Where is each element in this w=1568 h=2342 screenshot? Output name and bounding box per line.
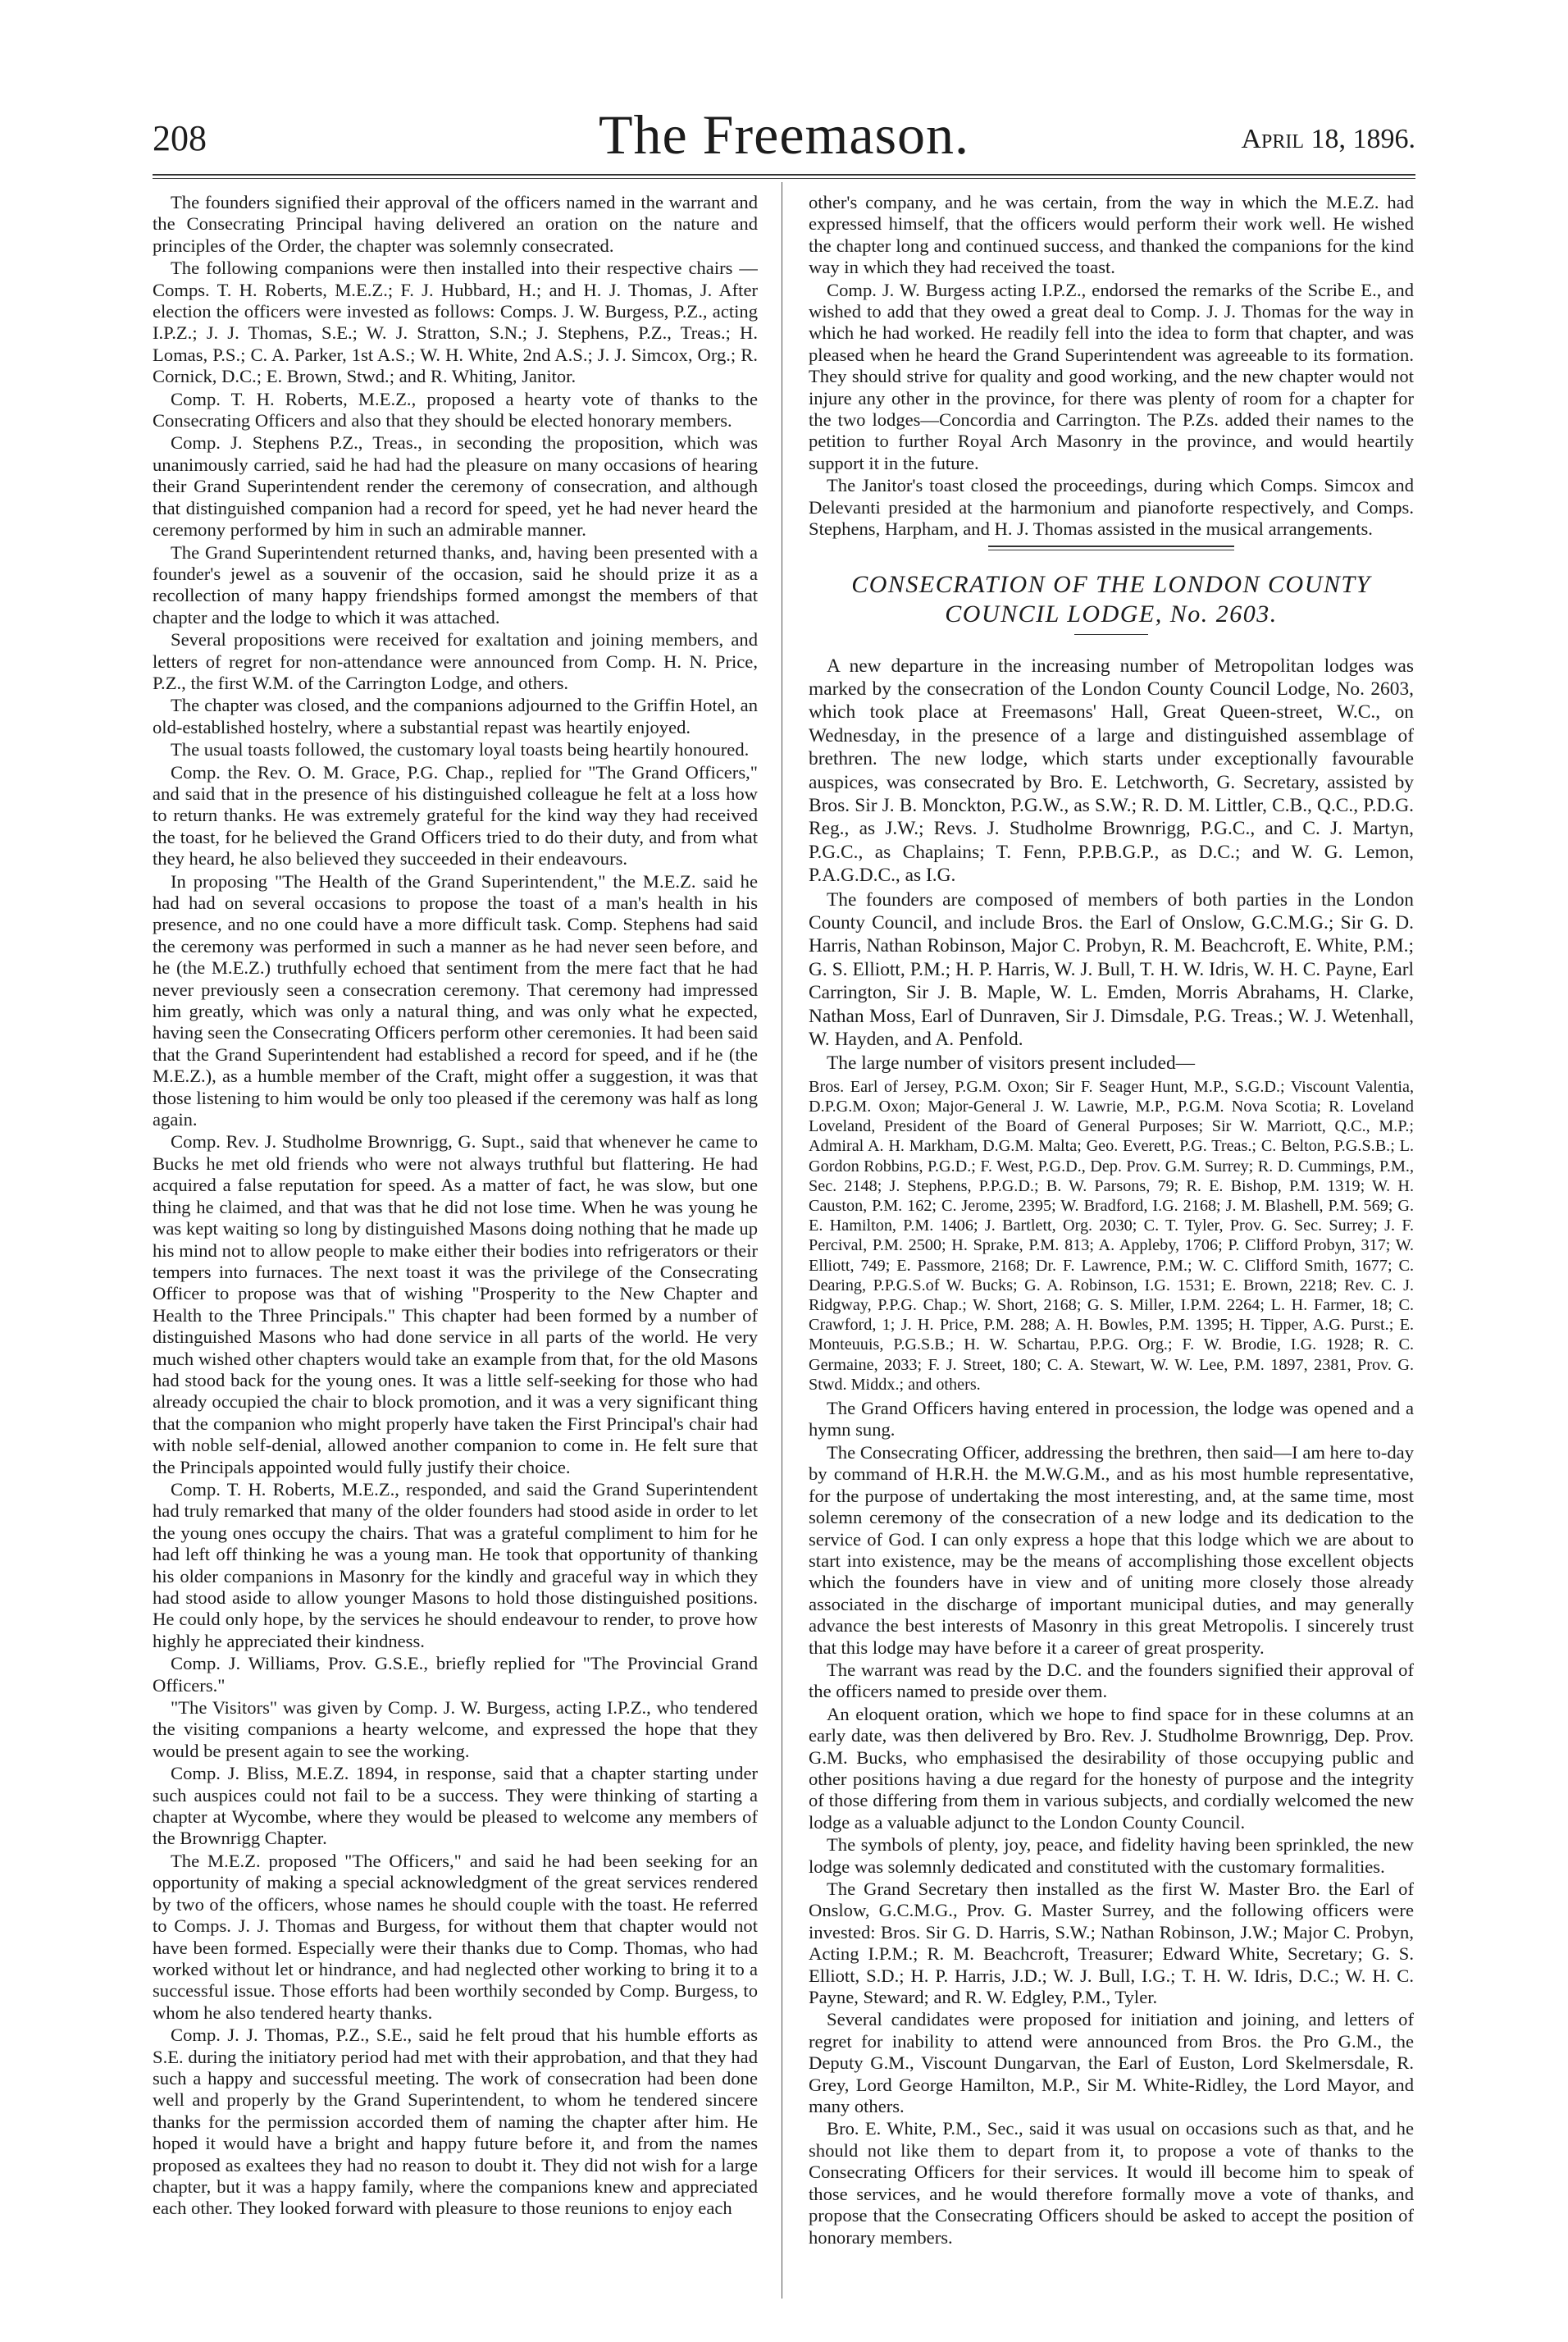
masthead	[153, 103, 1415, 168]
paragraph: Comp. J. J. Thomas, P.Z., S.E., said he felt proud that his humble efforts as S.E. during the initiatory period had met with their approbation, and that they had such a happy and successful meeting. The work of consecration had been done well and properly by the Grand Superintendent, to whom he tendered sincere thanks for the permission accorded them of naming the chapter after him. He hoped it would have a bright and happy future before it, and from the names proposed as exaltees they had no reason to doubt it. They did not wish for a large chapter, but it was a happy family, where the companions knew and appreciated each other. They looked forward with pleasure to those reunions to enjoy each	[153, 2025, 758, 2219]
paragraph: The symbols of plenty, joy, peace, and fidelity having been sprinkled, the new lodge was solemnly dedicated and constituted with the customary formalities.	[809, 1834, 1414, 1877]
paragraph: other's company, and he was certain, from the way in which the M.E.Z. had expressed himself, that the officers would perform their work well. He wished the chapter long and continued success, and thanked the companions for the kind way in which they had received the toast.	[809, 192, 1414, 278]
paragraph: The chapter was closed, and the companions adjourned to the Griffin Hotel, an old-established hostelry, where a substantial repast was heartily enjoyed.	[153, 695, 758, 737]
publication-title: The Freemason.	[598, 103, 970, 166]
paragraph: Bro. E. White, P.M., Sec., said it was usual on occasions such as that, and he should not like them to depart from it, to propose a vote of thanks to the Consecrating Officers for their services. It would ill become him to speak of those services, and he would therefore formally move a vote of thanks, and propose that the Consecrating Officers should be asked to accept the position of honorary members.	[809, 2118, 1414, 2248]
masthead-rule	[153, 174, 1415, 176]
paragraph: The M.E.Z. proposed "The Officers," and said he had been seeking for an opportunity of making a special acknowledgment of the great services rendered by two of the officers, whose names he should couple with the toast. He referred to Comps. J. J. Thomas and Burgess, for without them that chapter would not have been formed. Especially were their thanks due to Comp. Thomas, who had worked without let or hindrance, and had neglected other working to bring it to a successful issue. Those efforts had been worthily seconded by Comp. Burgess, to whom he also tendered hearty thanks.	[153, 1850, 758, 2023]
paragraph: Comp. T. H. Roberts, M.E.Z., responded, and said the Grand Superintendent had truly remarked that many of the older founders had stood aside in order to let the young ones occupy the chairs. That was a grateful compliment to him for he had left off thinking he was a young man. He took that opportunity of thanking his older companions in Masonry for the kindly and graceful way in which they had stood aside to allow younger Masons to hold those distinguished positions. He could only hope, by the services he should endeavour to render, to prove how highly he appreciated their kindness.	[153, 1478, 758, 1651]
page-number: 208	[153, 118, 207, 158]
paragraph: In proposing "The Health of the Grand Superintendent," the M.E.Z. said he had had on several occasions to propose the toast of a man's health in his presence, and no one could have a more difficult task. Comp. Stephens had said the ceremony was performed in such a manner as he had never seen before, and he (the M.E.Z.) truthfully echoed that sentiment from the mere fact that he had never previously seen a consecration ceremony. That ceremony had impressed him greatly, which was only a natural thing, and was only what he expected, having seen the Consecrating Officers perform other ceremonies. It had been said that the Grand Superintendent had established a record for speed, and if he (the M.E.Z.), as a humble member of the Craft, might offer a suggestion, it was that those listening to him would be only too pleased if the ceremony was half as long again.	[153, 870, 758, 1130]
visitors-list: Bros. Earl of Jersey, P.G.M. Oxon; Sir F. Seager Hunt, M.P., S.G.D.; Viscount Valentia, D.P.G.M. Oxon; Major-General J. W. Lawrie, M.P., P.G.M. Nova Scotia; R. Loveland Loveland, President of the Board of General Purposes; Sir W. Marriott, Q.C., M.P.; Admiral A. H. Markham, D.G.M. Malta; Geo. Everett, P.G. Treas.; C. Belton, P.G.S.B.; L. Gordon Robbins, P.G.D.; F. West, P.G.D., Dep. Prov. G.M. Surrey; R. D. Cummings, P.M., Sec. 2148; J. Stephens, P.P.G.D.; B. W. Parsons, 79; R. E. Bishop, P.M. 1319; W. H. Causton, P.M. 162; C. Jerome, 2395; W. Bradford, I.G. 2168; J. M. Blashell, P.M. 569; G. E. Hamilton, P.M. 1406; J. Bartlett, Org. 2030; C. T. Tyler, Prov. G. Sec. Surrey; J. F. Percival, P.M. 2500; H. Sprake, P.M. 813; A. Appleby, 1706; P. Clifford Probyn, 317; W. Elliott, 749; E. Passmore, 2168; Dr. F. Lawrence, P.M.; W. C. Clifford Smith, 1677; C. Dearing, P.P.G.S.of W. Bucks; G. A. Robinson, I.G. 1531; E. Brown, 2218; Rev. C. J. Ridgway, P.P.G. Chap.; W. Short, 2168; G. S. Miller, I.P.M. 2264; L. H. Farmer, 18; C. Crawford, 1; J. H. Price, P.M. 288; A. H. Bowles, P.M. 1395; H. Tipper, A.G. Purst.; E. Monteuuis, P.G.S.B.; H. W. Schartau, P.P.G. Org.; F. W. Brodie, I.G. 1928; R. C. Germaine, 2033; F. J. Street, 180; C. A. Stewart, W. W. Lee, P.M. 1897, 2381, Prov. G. Stwd. Middx.; and others.	[809, 1077, 1414, 1394]
paragraph: The Janitor's toast closed the proceedings, during which Comps. Simcox and Delevanti presided at the harmonium and pianoforte respectively, and Comps. Stephens, Harpham, and H. J. Thomas assisted in the musical arrangements.	[809, 475, 1414, 540]
paragraph: Comp. T. H. Roberts, M.E.Z., proposed a hearty vote of thanks to the Consecrating Officers and also that they should be elected honorary members.	[153, 388, 758, 431]
masthead-rule-thin	[153, 178, 1415, 179]
paragraph: The Grand Superintendent returned thanks, and, having been presented with a founder's jewel as a souvenir of the occasion, said he should prize it as a recollection of many happy friendships formed amongst the members of that chapter and the lodge to which it was attached.	[153, 541, 758, 628]
article-heading	[809, 570, 1414, 629]
paragraph: Several candidates were proposed for initiation and joining, and letters of regret for inability to attend were announced from Bros. the Pro G.M., the Deputy G.M., Viscount Dungarvan, the Earl of Euston, Lord Skelmersdale, R. Grey, Lord George Hamilton, M.P., Sir M. White-Ridley, the Lord Mayor, and many others.	[809, 2009, 1414, 2117]
paragraph: A new departure in the increasing number of Metropolitan lodges was marked by the consecration of the London County Council Lodge, No. 2603, which took place at Freemasons' Hall, Great Queen-street, W.C., on Wednesday, in the presence of a large and distinguished assemblage of brethren. The new lodge, which starts under exceptionally favourable auspices, was consecrated by Bro. E. Letchworth, G. Secretary, assisted by Bros. Sir J. B. Monckton, P.G.W., as S.W.; R. D. M. Littler, C.B., Q.C., P.D.G. Reg., as J.W.; Revs. J. Studholme Brownrigg, P.G.C., and C. J. Martyn, P.G.C., as Chaplains; T. Fenn, P.P.B.G.P., as D.C.; and W. G. Lemon, P.A.G.D.C., as I.G.	[809, 655, 1414, 887]
section-rule	[988, 546, 1234, 547]
paragraph: "The Visitors" was given by Comp. J. W. Burgess, acting I.P.Z., who tendered the visiting companions a hearty welcome, and expressed the hope that they would be present again to see the working.	[153, 1697, 758, 1761]
paragraph: The founders are composed of members of both parties in the London County Council, and include Bros. the Earl of Onslow, G.C.M.G.; Sir G. D. Harris, Nathan Robinson, Major C. Probyn, R. M. Beachcroft, E. White, P.M.; G. S. Elliott, P.M.; H. P. Harris, W. J. Bull, T. H. W. Idris, W. H. C. Payne, Earl Carrington, Sir J. B. Maple, W. L. Emden, Morris Abrahams, H. Clarke, Nathan Moss, Earl of Dunraven, Sir J. Dimsdale, P.G. Treas.; W. J. Wetenhall, W. Hayden, and A. Penfold.	[809, 888, 1414, 1050]
paragraph: The Grand Secretary then installed as the first W. Master Bro. the Earl of Onslow, G.C.M.G., Prov. G. Master Surrey, and the following officers were invested: Bros. Sir G. D. Harris, S.W.; Nathan Robinson, J.W.; Major C. Probyn, Acting I.P.M.; R. M. Beachcroft, Treasurer; Edward White, Secretary; G. S. Elliott, S.D.; H. P. Harris, J.D.; W. J. Bull, I.G.; T. H. W. Idris, D.C.; W. H. C. Payne, Steward; and R. W. Edgley, P.M., Tyler.	[809, 1879, 1414, 2008]
paragraph: The usual toasts followed, the customary loyal toasts being heartily honoured.	[171, 739, 750, 760]
paragraph: An eloquent oration, which we hope to find space for in these columns at an early date, was then delivered by Bro. Rev. J. Studholme Brownrigg, Dep. Prov. G.M. Bucks, who emphasised the desirability of those occupying public and other positions having a due regard for the honesty of purpose and the integrity of those differing from them in various subjects, and cordially welcomed the new lodge as a valuable adjunct to the London County Council.	[809, 1703, 1414, 1833]
issue-date: April 18, 1896.	[1241, 124, 1415, 154]
paragraph: The Consecrating Officer, addressing the brethren, then said—I am here to-day by command of H.R.H. the M.W.G.M., and as his most humble representative, for the purpose of undertaking the most interesting, and, at the same time, most solemn ceremony of the consecration of a new lodge and its dedication to the service of God. I can only express a hope that this lodge which we are about to start into existence, may be the means of accomplishing those excellent objects which the founders have in view and of uniting more closely those already associated in the discharge of important municipal duties, and may generally advance the best interests of Masonry in this great Metropolis. I sincerely trust that this lodge may have before it a career of great prosperity.	[809, 1441, 1414, 1658]
right-column	[809, 192, 1414, 2300]
paragraph: Several propositions were received for exaltation and joining members, and letters of regret for non-attendance were announced from Comp. H. N. Price, P.Z., the first W.M. of the Carrington Lodge, and others.	[153, 629, 758, 693]
paragraph: The Grand Officers having entered in procession, the lodge was opened and a hymn sung.	[809, 1398, 1414, 1440]
paragraph: Comp. J. Williams, Prov. G.S.E., briefly replied for "The Provincial Grand Officers."	[153, 1653, 758, 1696]
paragraph: Comp. J. Bliss, M.E.Z. 1894, in response, said that a chapter starting under such auspices could not fail to be a success. They were thinking of starting a chapter at Wycombe, where they would be pleased to welcome any members of the Brownrigg Chapter.	[153, 1763, 758, 1849]
paragraph: Comp. Rev. J. Studholme Brownrigg, G. Supt., said that whenever he came to Bucks he met old friends who were not always truthful but flattering. He had acquired a false reputation for speed. As a matter of fact, he was slow, but one thing he claimed, and that was that he did not lose time. When he was young he was kept waiting so long by distinguished Masons doing nothing that he made up his mind not to allow people to make either their bodies into refrigerators or their tempers into furnaces. The next toast it was the privilege of the Consecrating Officer to propose was that of wishing "Prosperity to the New Chapter and Health to the Three Principals." This chapter had been formed by a number of distinguished Masons who had done service in all parts of the world. He very much wished other chapters would take an example from that, for the old Masons had stood back for the young ones. It was a little self-seeking for those who had already occupied the chair to block promotion, and it was a very significant thing that the companion who might properly have taken the First Principal's chair had with noble self-denial, allowed another companion to come in. He felt sure that the Principals appointed would fully justify their choice.	[153, 1131, 758, 1477]
article-heading-line: CONSECRATION OF THE LONDON COUNTY	[851, 570, 1371, 598]
left-column	[153, 192, 758, 2300]
paragraph: The large number of visitors present included—	[827, 1052, 1196, 1075]
paragraph: Comp. J. W. Burgess acting I.P.Z., endorsed the remarks of the Scribe E., and wished to add that they owed a great deal to Comp. J. J. Thomas for the way in which he had worked. He readily fell into the idea to form that chapter, and was pleased when he heard the Grand Superintendent was agreeable to its formation. They should strive for quality and good working, and the new chapter would not injure any other in the province, for there was plenty of room for a chapter for the two lodges—Concordia and Carrington. The P.Zs. added their names to the petition to further Royal Arch Masonry in the province, and would heartily support it in the future.	[809, 279, 1414, 473]
paragraph: The following companions were then installed into their respective chairs —Comps. T. H. Roberts, M.E.Z.; F. J. Hubbard, H.; and H. J. Thomas, J. After election the officers were invested as follows: Comps. J. W. Burgess, P.Z., acting I.P.Z.; J. J. Thomas, S.E.; W. J. Stratton, S.N.; J. Stephens, P.Z., Treas.; H. Lomas, P.S.; C. A. Parker, 1st A.S.; W. H. White, 2nd A.S.; J. J. Simcox, Org.; R. Cornick, D.C.; E. Brown, Stwd.; and R. Whiting, Janitor.	[153, 258, 758, 387]
article-body	[809, 655, 1414, 1075]
paragraph: Comp. the Rev. O. M. Grace, P.G. Chap., replied for "The Grand Officers," and said that in the presence of his distinguished colleague he felt at a loss how to return thanks. He was extremely grateful for the kind way they had received the toast, for he believed the Grand Officers tried to do their duty, and from what they heard, he also believed they succeeded in their endeavours.	[153, 761, 758, 870]
paragraph: The warrant was read by the D.C. and the founders signified their approval of the officers named to preside over them.	[809, 1659, 1414, 1702]
heading-tail-rule	[1074, 634, 1148, 635]
paragraph: Comp. J. Stephens P.Z., Treas., in seconding the proposition, which was unanimously carried, said he had had the pleasure on many occasions of hearing their Grand Superintendent render the ceremony of consecration, and although that distinguished companion had a record for speed, yet he had never heard the ceremony performed by him in such an admirable manner.	[153, 432, 758, 541]
article-heading-line: COUNCIL LODGE, No. 2603.	[945, 600, 1278, 628]
paragraph: The founders signified their approval of the officers named in the warrant and the Consecrating Principal having delivered an oration on the nature and principles of the Order, the chapter was solemnly consecrated.	[153, 192, 758, 256]
